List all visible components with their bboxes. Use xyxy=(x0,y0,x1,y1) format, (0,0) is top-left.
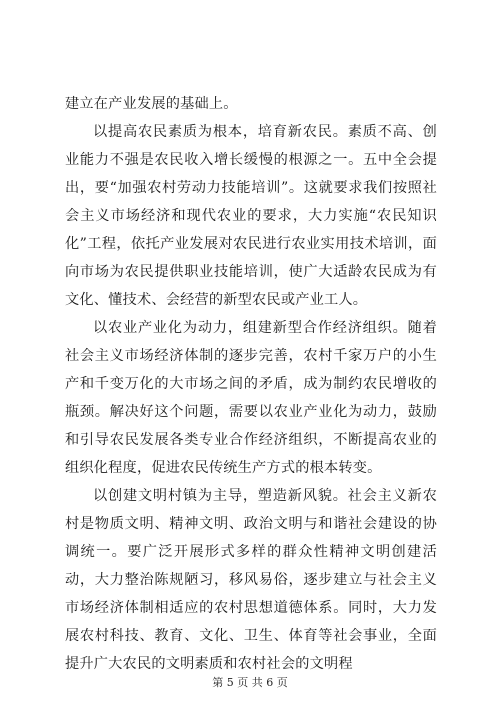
paragraph-2: 以提高农民素质为根本，培育新农民。素质不高、创业能力不强是农民收入增长缓慢的根源之一。五中全会提出，要“加强农村劳动力技能培训”。这就要求我们按照社会主义市场经济和现代农业的要求，大力实施“农民知识化”工程，依托产业发展对农民进行农业实用技术培训，面向市场为农民提供职业技能培训，使广大适龄农民成为有文化、懂技术、会经营的新型农民或产业工人。 xyxy=(65,124,437,308)
paragraph-1: 建立在产业发展的基础上。 xyxy=(65,96,238,112)
paragraph-3: 以农业产业化为动力，组建新型合作经济组织。随着社会主义市场经济体制的逐步完善，农村千家万户的小生产和千变万化的大市场之间的矛盾，成为制约农民增收的瓶颈。解决好这个问题，需要以农业产业化为动力，鼓励和引导农民发展各类专业合作经济组织，不断提高农业的组织化程度，促进农民传统生产方式的根本转变。 xyxy=(65,320,437,476)
paragraph-4: 以创建文明村镇为主导，塑造新风貌。社会主义新农村是物质文明、精神文明、政治文明与和谐社会建设的协调统一。要广泛开展形式多样的群众性精神文明创建活动，大力整治陈规陋习，移风易俗，逐步建立与社会主义市场经济体制相适应的农村思想道德体系。同时，大力发展农村科技、教育、文化、卫生、体育等社会事业，全面提升广大农民的文明素质和农村社会的文明程 xyxy=(65,488,437,672)
body-text xyxy=(65,90,437,678)
page-footer: 第 5 页 共 6 页 xyxy=(212,676,288,689)
